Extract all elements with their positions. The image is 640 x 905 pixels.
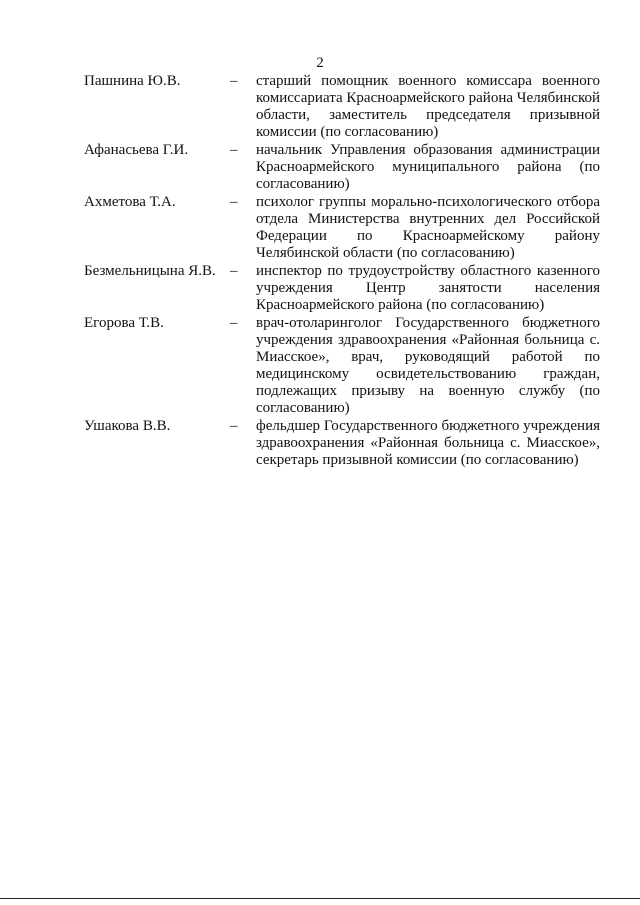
commission-members-list <box>84 73 600 470</box>
member-name: Безмельницына Я.В. <box>84 263 216 279</box>
member-row <box>84 194 600 262</box>
member-row <box>84 73 600 141</box>
member-role: психолог группы морально-психологического отбора отдела Министерства внутренних дел Российской Федерации по Красноармейскому району Челябинской области (по согласованию) <box>256 194 600 261</box>
bottom-divider <box>0 898 640 899</box>
member-dash: – <box>230 142 238 158</box>
member-name: Егорова Т.В. <box>84 315 164 331</box>
member-name: Пашнина Ю.В. <box>84 73 181 89</box>
member-role: врач-отоларинголог Государственного бюджетного учреждения здравоохранения «Районная больница с. Миасское», врач, руководящий работой по медицинскому освидетельствованию граждан, подлежащих призыву на военную службу (по согласованию) <box>256 315 600 416</box>
member-dash: – <box>230 263 238 279</box>
member-dash: – <box>230 418 238 434</box>
member-dash: – <box>230 194 238 210</box>
member-dash: – <box>230 73 238 89</box>
member-row <box>84 418 600 469</box>
member-name: Ахметова Т.А. <box>84 194 176 210</box>
member-dash: – <box>230 315 238 331</box>
member-name: Афанасьева Г.И. <box>84 142 189 158</box>
member-row <box>84 315 600 417</box>
member-role: начальник Управления образования администрации Красноармейского муниципального района (по согласованию) <box>256 142 600 192</box>
member-row <box>84 263 600 314</box>
member-row <box>84 142 600 193</box>
member-name: Ушакова В.В. <box>84 418 171 434</box>
member-role: старший помощник военного комиссара военного комиссариата Красноармейского района Челябинской области, заместитель председателя призывной комиссии (по согласованию) <box>256 73 600 140</box>
member-role: инспектор по трудоустройству областного казенного учреждения Центр занятости населения Красноармейского района (по согласованию) <box>256 263 600 313</box>
member-role: фельдшер Государственного бюджетного учреждения здравоохранения «Районная больница с. Миасское», секретарь призывной комиссии (по согласованию) <box>256 418 600 468</box>
page-number: 2 <box>316 55 324 71</box>
